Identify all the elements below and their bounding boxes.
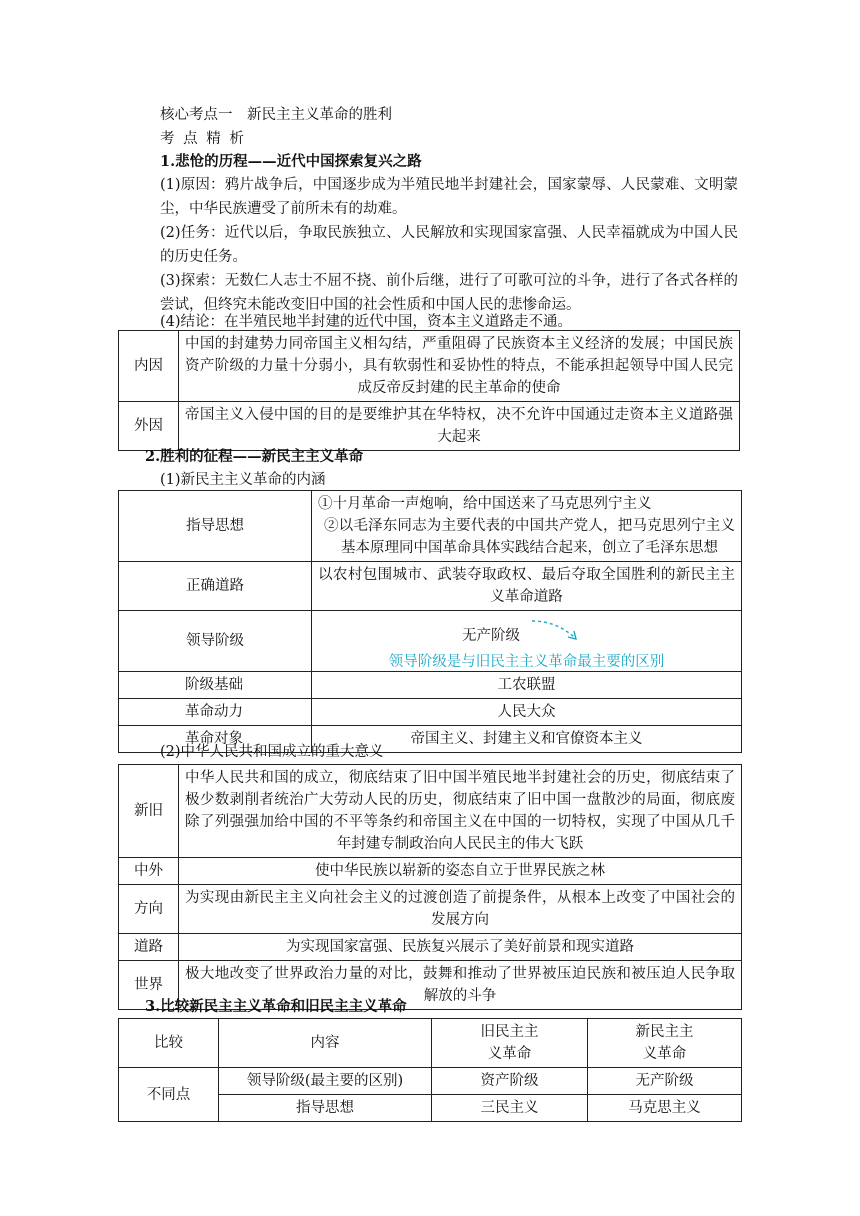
compare-table (118, 1018, 742, 1122)
sig-text: 极大地改变了世界政治力量的对比，鼓舞和推动了世界被压迫民族和被压迫人民争取解放的斗争 (179, 961, 742, 1010)
section-2-sub2: (2)中华人民共和国成立的重大意义 (160, 744, 384, 760)
sig-text: 为实现国家富强、民族复兴展示了美好前景和现实道路 (179, 934, 742, 961)
table-row (119, 672, 742, 699)
sig-text: 使中华民族以崭新的姿态自立于世界民族之林 (179, 858, 742, 885)
guide-item-1: ①十月革命一声炮响，给中国送来了马克思列宁主义 (318, 496, 652, 512)
para-task: (2)任务：近代以后，争取民族独立、人民解放和实现国家富强、人民幸福就成为中国人民的历史任务。 (160, 225, 738, 265)
table-row (119, 699, 742, 726)
sig-label: 中外 (119, 858, 179, 885)
sig-label: 道路 (119, 934, 179, 961)
cause-text-internal: 中国的封建势力同帝国主义相勾结，严重阻碍了民族资本主义经济的发展；中国民族资产阶级的力量十分弱小，具有软弱性和妥协性的特点，不能承担起领导中国人民完成反帝反封建的民主革命的使命 (179, 331, 740, 402)
lead-label: 领导阶级 (119, 611, 312, 672)
compare-new: 无产阶级 (588, 1068, 742, 1095)
compare-old: 资产阶级 (432, 1068, 588, 1095)
table-row (119, 331, 740, 402)
revolution-table (118, 490, 742, 753)
compare-head-c3: 旧民主主 义革命 (432, 1019, 588, 1068)
compare-head-c1: 比较 (119, 1019, 219, 1068)
target-text: 帝国主义、封建主义和官僚资本主义 (312, 726, 742, 753)
compare-head-c2: 内容 (219, 1019, 432, 1068)
table-row (119, 611, 742, 672)
section-3-title: 3.比较新民主主义革命和旧民主主义革命 (145, 998, 407, 1015)
table-row (119, 885, 742, 934)
target-label: 革命对象 (119, 726, 312, 753)
section-1-title: 1.悲怆的历程——近代中国探索复兴之路 (160, 153, 422, 170)
road-label: 正确道路 (119, 562, 312, 611)
compare-head-c4: 新民主主 义革命 (588, 1019, 742, 1068)
table-row (119, 1019, 742, 1068)
significance-table (118, 764, 742, 1010)
compare-item: 领导阶级(最主要的区别) (219, 1068, 432, 1095)
cause-table (118, 330, 740, 451)
sig-label: 新旧 (119, 765, 179, 858)
lead-cell (312, 611, 741, 671)
power-text: 人民大众 (312, 699, 742, 726)
compare-item: 指导思想 (219, 1095, 432, 1122)
guide-label: 指导思想 (119, 491, 312, 562)
table-row (119, 402, 740, 451)
sig-text: 中华人民共和国的成立，彻底结束了旧中国半殖民地半封建社会的历史，彻底结束了极少数剥削者统治广大劳动人民的历史，彻底结束了旧中国一盘散沙的局面，彻底废除了列强强加给中国的不平等条约和帝国主义在中国的一切特权，实现了中国从几千年封建专制政治向人民民主的伟大飞跃 (179, 765, 742, 858)
table-row (119, 491, 742, 562)
dashed-arrow-icon (530, 617, 580, 643)
sig-label: 方向 (119, 885, 179, 934)
sub-heading: 考 点 精 析 (160, 131, 246, 147)
base-label: 阶级基础 (119, 672, 312, 699)
para-reason: (1)原因：鸦片战争后，中国逐步成为半殖民地半封建社会，国家蒙辱、人民蒙难、文明蒙尘，中华民族遭受了前所未有的劫难。 (160, 177, 738, 217)
lead-text: 无产阶级 (462, 628, 520, 644)
table-row (119, 562, 742, 611)
table-row (119, 1068, 742, 1095)
compare-group: 不同点 (119, 1068, 219, 1122)
compare-old: 三民主义 (432, 1095, 588, 1122)
guide-item-2: ②以毛泽东同志为主要代表的中国共产党人，把马克思列宁主义基本原理同中国革命具体实践结合起来，创立了毛泽东思想 (324, 518, 735, 556)
table-row (119, 858, 742, 885)
para-conclusion: (4)结论：在半殖民地半封建的近代中国，资本主义道路走不通。 (160, 314, 573, 330)
para-explore: (3)探索：无数仁人志士不屈不挠、前仆后继，进行了可歌可泣的斗争，进行了各式各样的尝试，但终究未能改变旧中国的社会性质和中国人民的悲惨命运。 (160, 273, 738, 313)
compare-new: 马克思主义 (588, 1095, 742, 1122)
cause-label-external: 外因 (119, 402, 179, 451)
sig-label: 世界 (119, 961, 179, 1010)
table-row (119, 765, 742, 858)
table-row (119, 934, 742, 961)
lead-content (312, 611, 742, 672)
power-label: 革命动力 (119, 699, 312, 726)
guide-content (312, 491, 742, 562)
sig-text: 为实现由新民主主义向社会主义的过渡创造了前提条件，从根本上改变了中国社会的发展方向 (179, 885, 742, 934)
cause-label-internal: 内因 (119, 331, 179, 402)
lead-note: 领导阶级是与旧民主主义革命最主要的区别 (388, 654, 665, 670)
road-text: 以农村包围城市、武装夺取政权、最后夺取全国胜利的新民主主义革命道路 (312, 562, 742, 611)
page-heading: 核心考点一 新民主主义革命的胜利 (160, 107, 392, 123)
cause-text-external: 帝国主义入侵中国的目的是要维护其在华特权，决不允许中国通过走资本主义道路强大起来 (179, 402, 740, 451)
base-text: 工农联盟 (312, 672, 742, 699)
section-2-sub1: (1)新民主主义革命的内涵 (160, 472, 326, 488)
section-2-title: 2.胜利的征程——新民主主义革命 (145, 448, 364, 465)
